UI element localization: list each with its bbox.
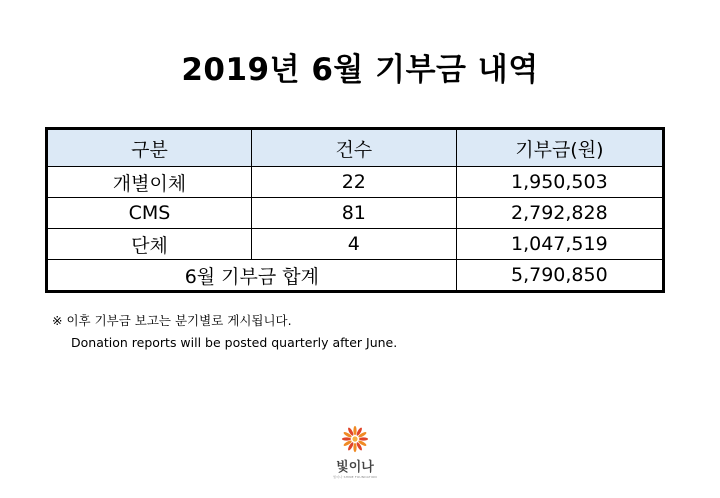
- total-amount: 5,790,850: [456, 260, 663, 292]
- row-count: 81: [251, 198, 456, 229]
- logo-subtitle: 빛이나 SHINE FOUNDATION: [333, 475, 377, 479]
- row-amount: 1,950,503: [456, 167, 663, 198]
- row-amount: 2,792,828: [456, 198, 663, 229]
- row-count: 22: [251, 167, 456, 198]
- sun-ray: [342, 437, 351, 440]
- row-category: CMS: [47, 198, 252, 229]
- sun-ray: [359, 437, 368, 440]
- table-row: [47, 198, 664, 229]
- column-header-count: 건수: [251, 129, 456, 167]
- table-total-row: [47, 260, 664, 292]
- row-amount: 1,047,519: [456, 229, 663, 260]
- logo: [330, 424, 380, 479]
- page-title: 2019년 6월 기부금 내역: [181, 52, 539, 88]
- note-english: Donation reports will be posted quarterly after June.: [71, 335, 398, 350]
- column-header-category: 구분: [47, 129, 252, 167]
- sun-burst-icon: [340, 424, 370, 454]
- donation-table: [45, 127, 665, 293]
- column-header-amount: 기부금(원): [456, 129, 663, 167]
- table-row: [47, 229, 664, 260]
- table-header-row: [47, 129, 664, 167]
- notes: [52, 310, 397, 354]
- row-category: 단체: [47, 229, 252, 260]
- row-count: 4: [251, 229, 456, 260]
- sun-ray: [353, 443, 356, 452]
- table-row: [47, 167, 664, 198]
- sun-ray: [353, 426, 356, 435]
- logo-name: 빛이나: [336, 460, 374, 475]
- total-label: 6월 기부금 합계: [47, 260, 457, 292]
- row-category: 개별이체: [47, 167, 252, 198]
- note-korean: ※ 이후 기부금 보고는 분기별로 게시됩니다.: [52, 313, 292, 328]
